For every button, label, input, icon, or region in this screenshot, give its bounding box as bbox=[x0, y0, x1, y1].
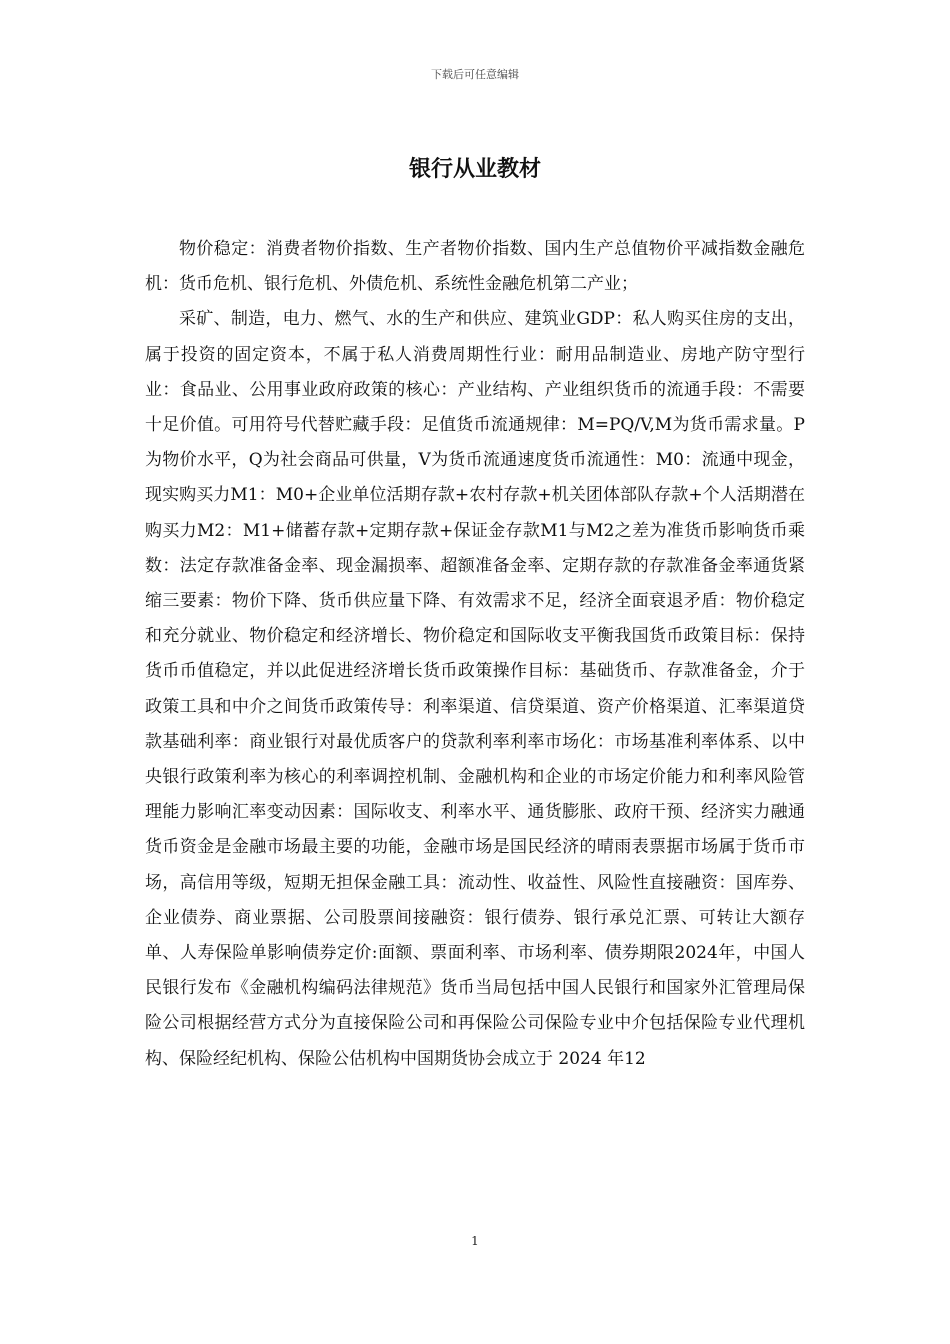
body-paragraph: 物价稳定：消费者物价指数、生产者物价指数、国内生产总值物价平减指数金融危机：货币危机、银行危机、外债危机、系统性金融危机第二产业； bbox=[145, 239, 805, 295]
document-title: 银行从业教材 bbox=[408, 157, 541, 182]
page-header: 下载后可任意编辑 bbox=[431, 68, 519, 81]
document-body bbox=[145, 232, 805, 1077]
body-paragraph: 采矿、制造，电力、燃气、水的生产和供应、建筑业GDP：私人购买住房的支出，属于投资的固定资本，不属于私人消费周期性行业：耐用品制造业、房地产防守型行业：食品业、公用事业政府政策的核心：产业结构、产业组织货币的流通手段：不需要十足价值。可用符号代替贮藏手段：足值货币流通规律：M=PQ/V,M为货币需求量。P为物价水平，Q为社会商品可供量，V为货币流通速度货币流通性：M0：流通中现金，现实购买力M1：M0+企业单位活期存款+农村存款+机关团体部队存款+个人活期潜在购买力M2：M1+储蓄存款+定期存款+保证金存款M1与M2之差为准货币影响货币乘数：法定存款准备金率、现金漏损率、超额准备金率、定期存款的存款准备金率通货紧缩三要素：物价下降、货币供应量下降、有效需求不足，经济全面衰退矛盾：物价稳定和充分就业、物价稳定和经济增长、物价稳定和国际收支平衡我国货币政策目标：保持货币币值稳定，并以此促进经济增长货币政策操作目标：基础货币、存款准备金，介于政策工具和中介之间货币政策传导：利率渠道、信贷渠道、资产价格渠道、汇率渠道贷款基础利率：商业银行对最优质客户的贷款利率利率市场化：市场基准利率体系、以中央银行政策利率为核心的利率调控机制、金融机构和企业的市场定价能力和利率风险管理能力影响汇率变动因素：国际收支、利率水平、通货膨胀、政府干预、经济实力融通货币资金是金融市场最主要的功能，金融市场是国民经济的晴雨表票据市场属于货币市场，高信用等级，短期无担保金融工具：流动性、收益性、风险性直接融资：国库券、企业债券、商业票据、公司股票间接融资：银行债券、银行承兑汇票、可转让大额存单、人寿保险单影响债券定价:面额、票面利率、市场利率、债券期限2024年，中国人民银行发布《金融机构编码法律规范》货币当局包括中国人民银行和国家外汇管理局保险公司根据经营方式分为直接保险公司和再保险公司保险专业中介包括保险专业代理机构、保险经纪机构、保险公估机构中国期货协会成立于 2024 年12 bbox=[145, 309, 805, 1069]
page-number: 1 bbox=[471, 1234, 479, 1248]
